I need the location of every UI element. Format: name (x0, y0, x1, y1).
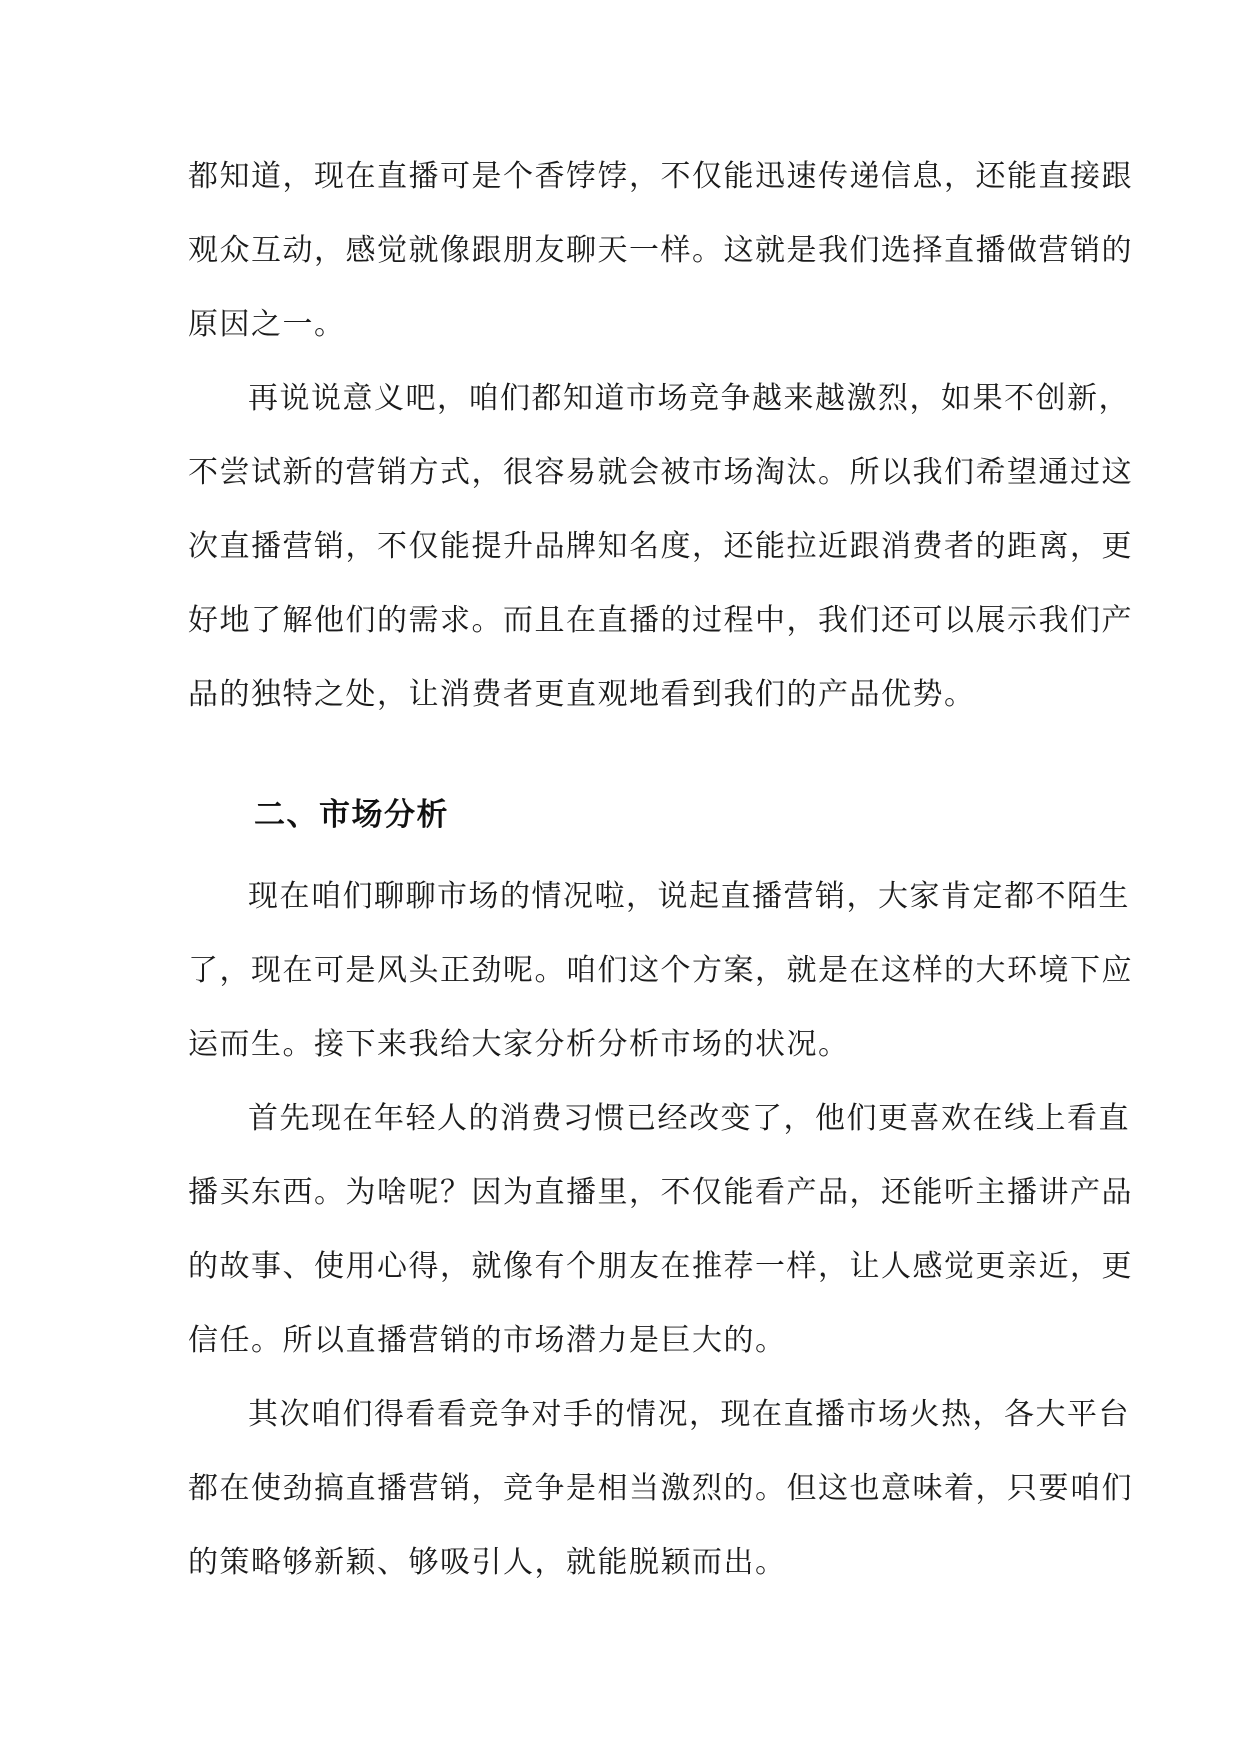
paragraph-line: 其次咱们得看看竞争对手的情况，现在直播市场火热，各大平台 (248, 1397, 1130, 1432)
paragraph-4 (188, 1082, 1133, 1378)
paragraph-line: 的策略够新颖、够吸引人，就能脱颖而出。 (188, 1545, 787, 1580)
paragraph-line: 不尝试新的营销方式，很容易就会被市场淘汰。所以我们希望通过这 (188, 455, 1133, 490)
paragraph-3 (188, 860, 1133, 1082)
paragraph-line: 信任。所以直播营销的市场潜力是巨大的。 (188, 1323, 787, 1358)
section-heading-market-analysis: 二、市场分析 (254, 797, 449, 833)
document-body (188, 140, 1133, 1600)
paragraph-5 (188, 1378, 1133, 1600)
paragraph-line: 都在使劲搞直播营销，竞争是相当激烈的。但这也意味着，只要咱们 (188, 1471, 1133, 1506)
paragraph-line: 好地了解他们的需求。而且在直播的过程中，我们还可以展示我们产 (188, 603, 1133, 638)
paragraph-line: 观众互动，感觉就像跟朋友聊天一样。这就是我们选择直播做营销的 (188, 233, 1133, 268)
paragraph-line: 现在咱们聊聊市场的情况啦，说起直播营销，大家肯定都不陌生 (248, 879, 1130, 914)
paragraph-line: 首先现在年轻人的消费习惯已经改变了，他们更喜欢在线上看直 (248, 1101, 1130, 1136)
paragraph-line: 都知道，现在直播可是个香饽饽，不仅能迅速传递信息，还能直接跟 (188, 159, 1133, 194)
paragraph-2 (188, 362, 1133, 732)
paragraph-line: 次直播营销，不仅能提升品牌知名度，还能拉近跟消费者的距离，更 (188, 529, 1133, 564)
paragraph-line: 了，现在可是风头正劲呢。咱们这个方案，就是在这样的大环境下应 (188, 953, 1133, 988)
paragraph-line: 再说说意义吧，咱们都知道市场竞争越来越激烈，如果不创新， (248, 381, 1130, 416)
paragraph-line: 品的独特之处，让消费者更直观地看到我们的产品优势。 (188, 677, 976, 712)
paragraph-line: 原因之一。 (188, 307, 346, 342)
paragraph-line: 的故事、使用心得，就像有个朋友在推荐一样，让人感觉更亲近，更 (188, 1249, 1133, 1284)
paragraph-line: 运而生。接下来我给大家分析分析市场的状况。 (188, 1027, 850, 1062)
paragraph-line: 播买东西。为啥呢？因为直播里，不仅能看产品，还能听主播讲产品 (188, 1175, 1133, 1210)
paragraph-1 (188, 140, 1133, 362)
